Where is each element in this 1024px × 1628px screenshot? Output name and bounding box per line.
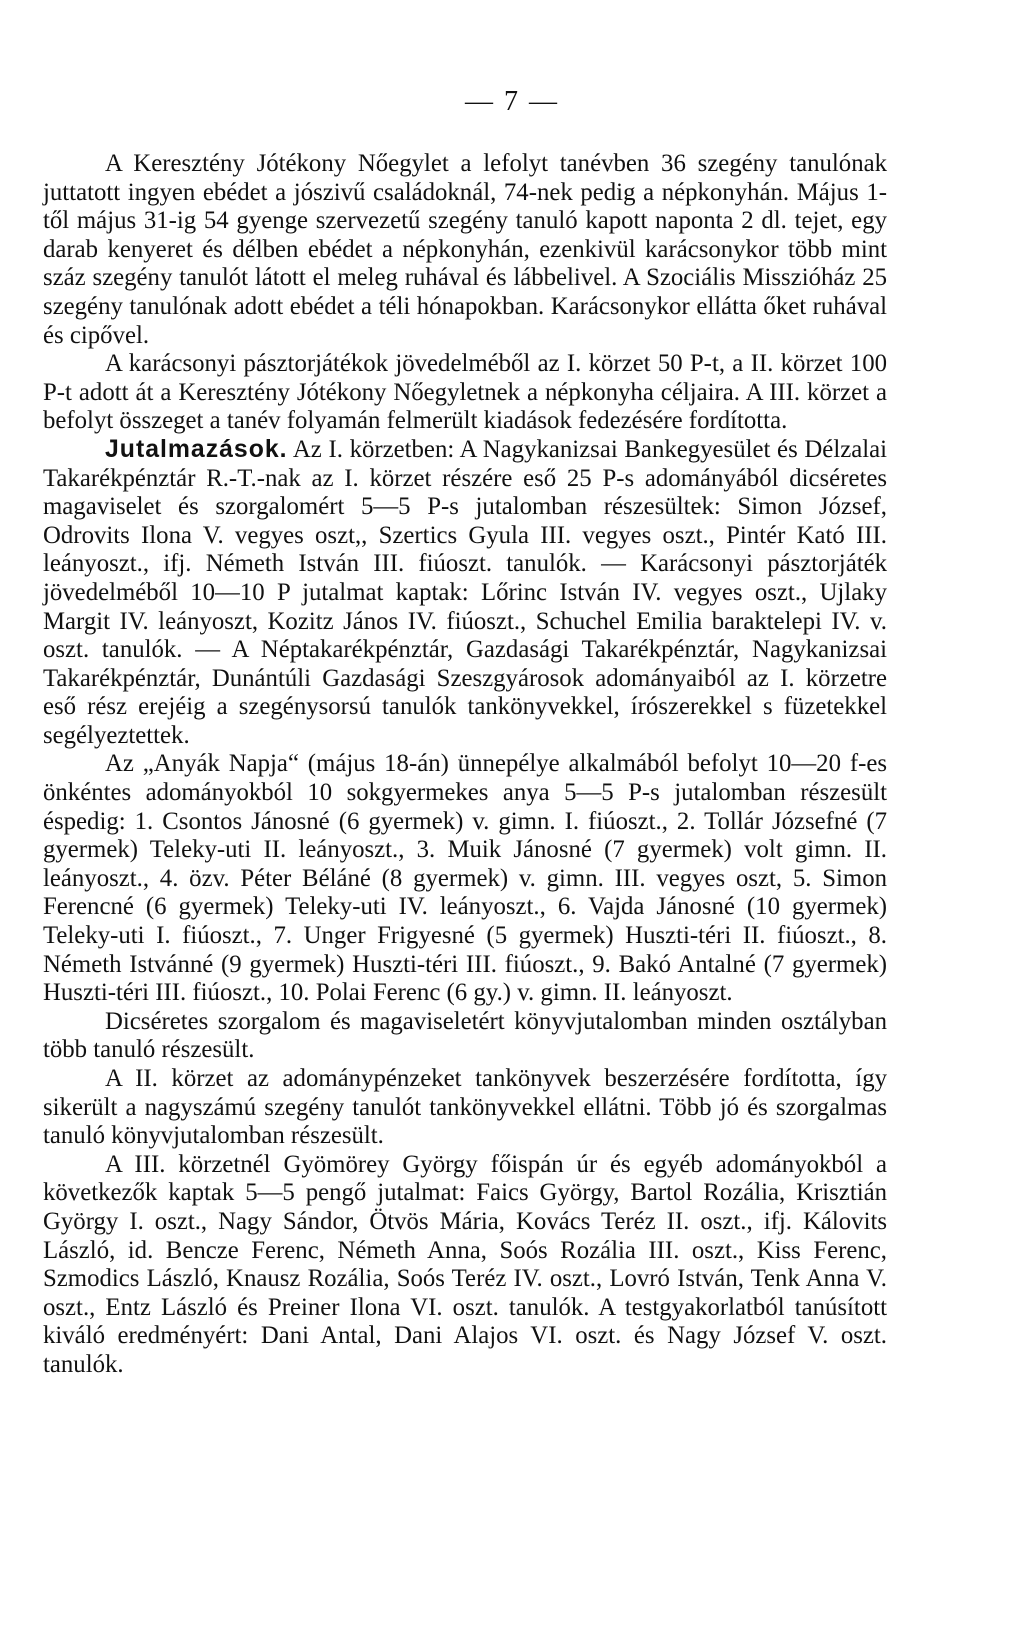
paragraph-iii-korzet: A III. körzetnél Gyömörey György főispán úr és egyéb adományokból a következők kaptak 5—5 pengő jutalmat: Faics György, Bartol Rozália, Krisztián György I. oszt., Nagy Sándor, Ötvös Mária, Kovács Teréz II. oszt., ifj. Kálovits László, id. Bencze Ferenc, Németh Anna, Soós Rozália III. oszt., Kiss Ferenc, Szmodics László, Knausz Rozália, Soós Teréz IV. oszt., Lovró István, Tenk Anna V. oszt., Entz László és Preiner Ilona VI. oszt. tanulók. A testgyakorlatból tanúsított kiváló eredményért: Dani Antal, Dani Alajos VI. oszt. és Nagy József V. oszt. tanulók. (43, 1150, 887, 1378)
paragraph-anyak-napja: Az „Anyák Napja“ (május 18-án) ünnepélye alkalmából befolyt 10—20 f-es önkéntes adományokból 10 sokgyermekes anya 5—5 P-s jutalomban részesült éspedig: 1. Csontos Jánosné (6 gyermek) v. gimn. I. fiúoszt., 2. Tollár Józsefné (7 gyermek) Teleky-uti II. leányoszt., 3. Muik Jánosné (7 gyermek) volt gimn. II. leányoszt., 4. özv. Péter Béláné (8 gyermek) v. gimn. III. vegyes oszt, 5. Simon Ferencné (6 gyermek) Teleky-uti IV. leányoszt., 6. Vajda Jánosné (10 gyermek) Teleky-uti I. fiúoszt., 7. Unger Frigyesné (5 gyermek) Huszti-téri II. fiúoszt., 8. Németh Istvánné (9 gyermek) Huszti-téri III. fiúoszt., 9. Bakó Antalné (7 gyermek) Huszti-téri III. fiúoszt., 10. Polai Ferenc (6 gy.) v. gimn. II. leányoszt. (43, 750, 887, 1007)
section-heading-jutalmazasok: Jutalmazások. (105, 435, 288, 463)
paragraph-jutalmazasok-text: Az I. körzetben: A Nagykanizsai Bankegyesület és Délzalai Takarékpénztár R.-T.-nak az I. körzet részére eső 25 P-s adományából dicséretes magaviselet és szorgalomért 5—5 P-s jutalomban részesültek: Simon József, Odrovits Ilona V. vegyes oszt,, Szertics Gyula III. vegyes oszt., Pintér Kató III. leányoszt., ifj. Németh István III. fiúoszt. tanulók. — Karácsonyi pásztorjáték jövedelméből 10—10 P jutalmat kaptak: Lőrinc István IV. vegyes oszt., Ujlaky Margit IV. leányoszt, Kozitz János IV. fiúoszt., Schuchel Emilia baraktelepi IV. v. oszt. tanulók. — A Néptakarékpénztár, Gazdasági Takarékpénztár, Nagykanizsai Takarékpénztár, Dunántúli Gazdasági Szeszgyárosok adományaiból az I. körzetre eső rész erejéig a szegénysorsú tanulók tankönyvekkel, írószerekkel s füzetekkel segélyeztettek. (43, 435, 887, 749)
paragraph-nőegylet: A Keresztény Jótékony Nőegylet a lefolyt tanévben 36 szegény tanulónak juttatott ingyen ebédet a jószivű családoknál, 74-nek pedig a népkonyhán. Május 1-től május 31-ig 54 gyenge szervezetű szegény tanuló kapott naponta 2 dl. tejet, egy darab kenyeret és délben ebédet a népkonyhán, ezenkivül karácsonykor több mint száz szegény tanulót látott el meleg ruhával és lábbelivel. A Szociális Misszióház 25 szegény tanulónak adott ebédet a téli hónapokban. Karácsonykor ellátta őket ruhával és cipővel. (43, 150, 887, 349)
paragraph-konyvjutalom: Dicséretes szorgalom és magaviseletért könyvjutalomban minden osztályban több tanuló részesült. (43, 1007, 887, 1064)
paragraph-jutalmazasok (43, 436, 887, 751)
page-number: — 7 — (465, 86, 559, 117)
document-body (43, 150, 887, 1380)
paragraph-ii-korzet: A II. körzet az adománypénzeket tankönyvek beszerzésére fordította, így sikerült a nagyszámú szegény tanulót tankönyvekkel ellátni. Több jó és szorgalmas tanuló könyvjutalomban részesült. (43, 1065, 887, 1150)
paragraph-pasztorjatekok: A karácsonyi pásztorjátékok jövedelméből az I. körzet 50 P-t, a II. körzet 100 P-t adott át a Keresztény Jótékony Nőegyletnek a népkonyha céljaira. A III. körzet a befolyt összeget a tanév folyamán felmerült kiadások fedezésére fordította. (43, 350, 887, 435)
